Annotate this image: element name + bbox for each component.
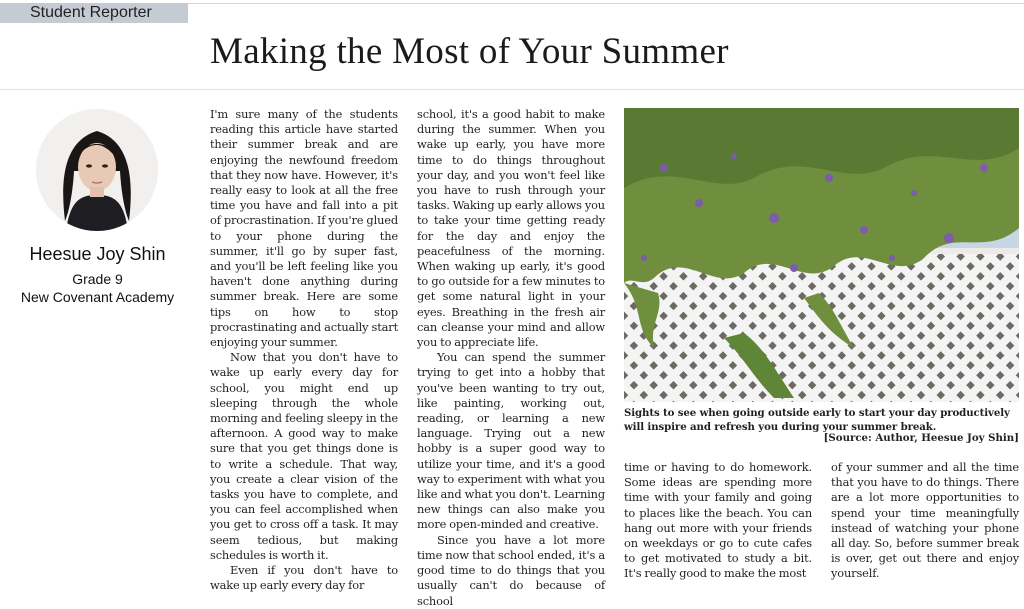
paragraph: time or having to do homework. Some ideas are spending more time with your family and going to places like the beach. You can hang out more with your friends on weekdays or go to cute cafes to get motivated to study a bit. It's really good to make the most: [624, 460, 812, 581]
article-column-2: [417, 107, 605, 609]
lattice-fence-image: [624, 108, 1019, 402]
author-grade: Grade 9: [72, 271, 123, 287]
article-column-4: [831, 460, 1019, 582]
photo-credit: [Source: Author, Heesue Joy Shin]: [823, 432, 1019, 444]
author-name: Heesue Joy Shin: [29, 244, 166, 264]
author-photo: [36, 109, 158, 231]
article-column-1: [210, 107, 398, 594]
paragraph: Since you have a lot more time now that school ended, it's a good time to do things that you usually can't do because of school: [417, 532, 605, 608]
article-column-3: [624, 460, 812, 582]
paragraph: You can spend the summer trying to get into a hobby that you've been wanting to try out, like painting, working out, reading, or learning a new language. Trying out a new hobby is a super good way to utilize your time, and it's a good way to experiment with what you like and what you don't. Learning new things can also make you more open-minded and creative.: [417, 350, 605, 532]
article-title: Making the Most of Your Summer: [210, 31, 729, 72]
portrait-illustration: [36, 109, 158, 231]
paragraph: Even if you don't have to wake up early every day for: [210, 563, 398, 593]
author-school: New Covenant Academy: [20, 289, 175, 305]
article-photo: [624, 108, 1019, 402]
paragraph: I'm sure many of the students reading this article have started their summer break and are enjoying the newfound freedom that they now have. However, it's really easy to look at all the free time you have and fall into a pit of procrastination. If you're glued to your phone during the summer, it'll go by super fast, and you'll be left feeling like you haven't done anything during summer break. Here are some tips on how to stop procrastinating and actually start enjoying your summer.: [210, 107, 398, 350]
photo-caption: Sights to see when going outside early to start your day productively will inspire and refresh you during your summer break.: [624, 407, 1010, 433]
title-divider: [0, 89, 1024, 90]
paragraph: of your summer and all the time that you have to do things. There are a lot more opportunities to spend your time meaningfully instead of watching your phone all day. So, before summer break is over, get out there and enjoy yourself.: [831, 460, 1019, 581]
paragraph: school, it's a good habit to make during the summer. When you wake up early, you have more time to do things throughout your day, and you won't feel like you have to rush through your tasks. Waking up early allows you to take your time getting ready for the day and enjoy the peacefulness of the morning. When waking up early, it's good to go outside for a few minutes to get some natural light in your eyes. Breathing in the fresh air can cleanse your mind and allow you to appreciate life.: [417, 107, 605, 350]
section-label: Student Reporter: [0, 3, 188, 23]
paragraph: Now that you don't have to wake up early every day for school, you might end up sleeping through the whole morning and feeling sleepy in the afternoon. A good way to make sure that you get things done is to write a schedule. That way, you create a clear vision of the tasks you have to complete, and you can feel accomplished when you get to cross off a task. It may seem tedious, but making schedules is worth it.: [210, 350, 398, 562]
